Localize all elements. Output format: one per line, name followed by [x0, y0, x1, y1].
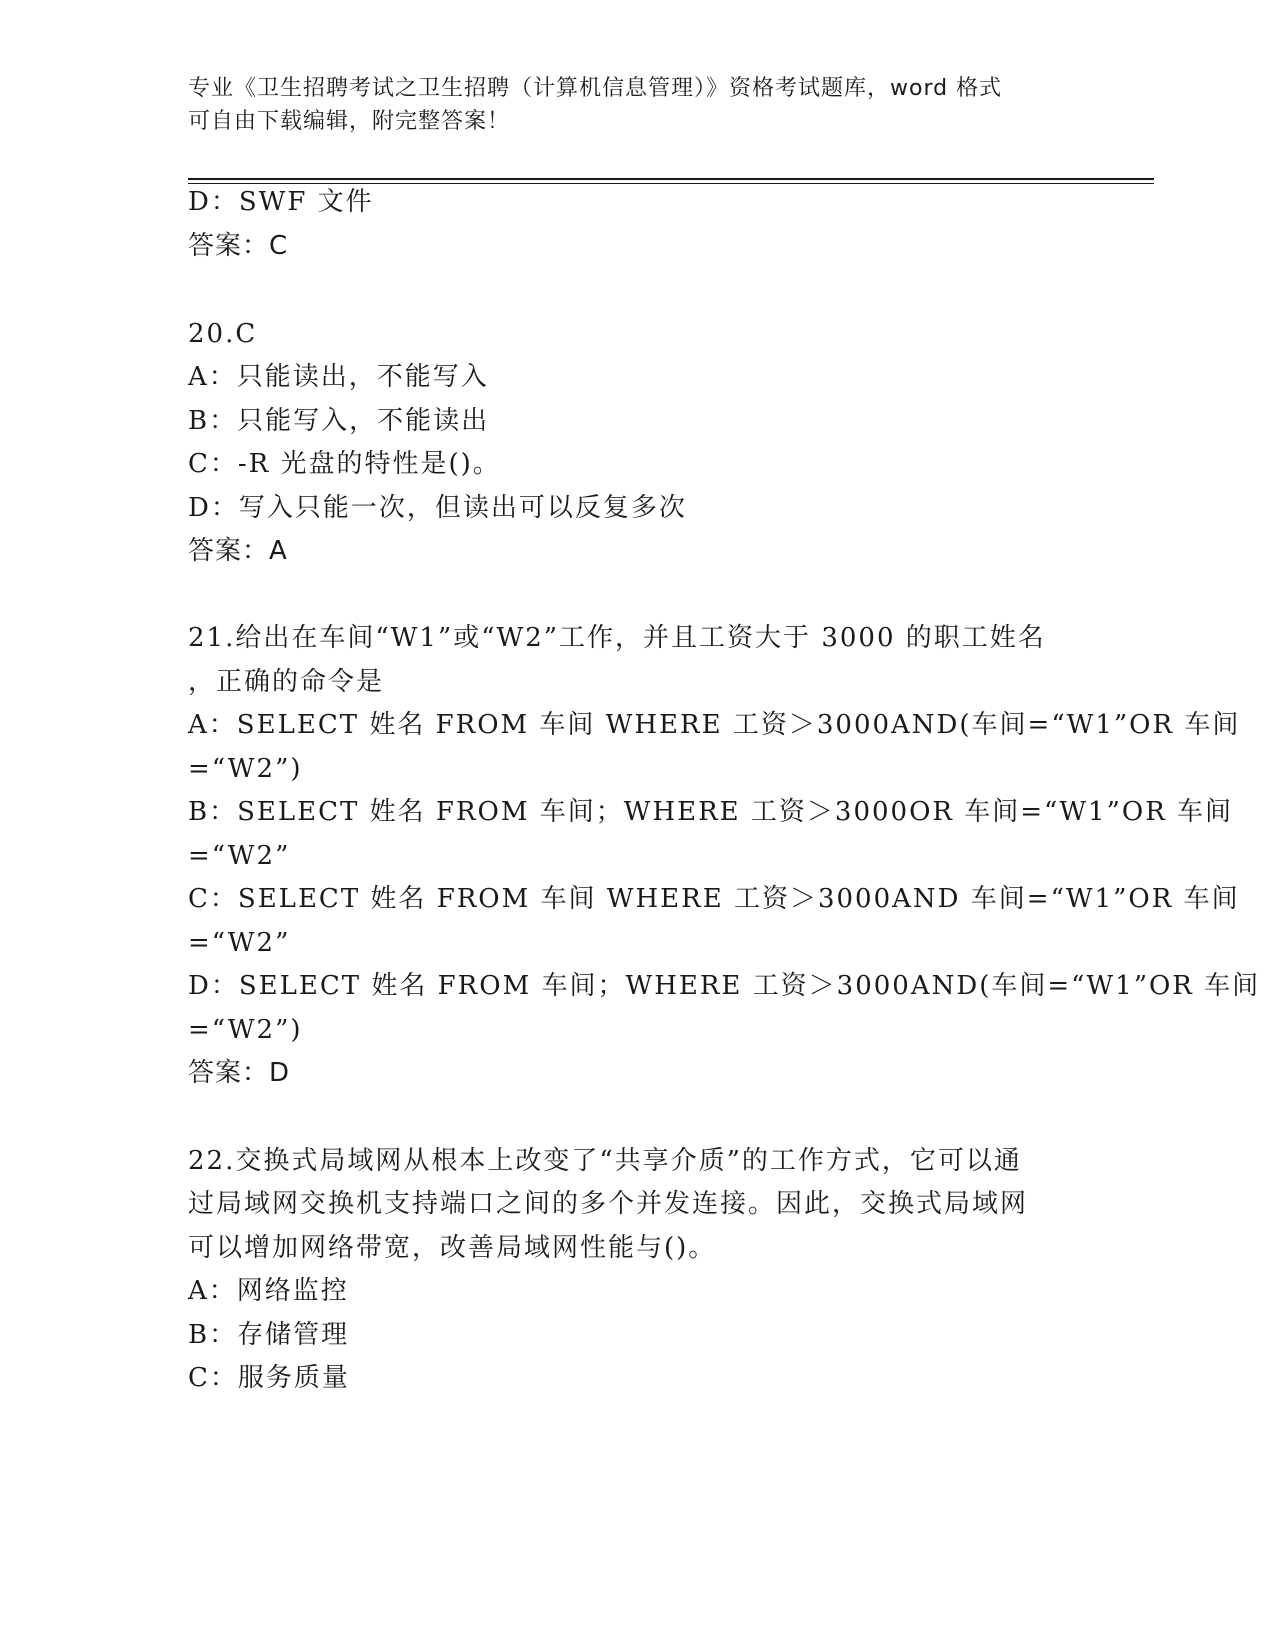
q22-title-line-3: 可以增加网络带宽，改善局域网性能与()。 — [188, 1233, 717, 1263]
q21-option-c-line-2: =“W2” — [188, 928, 291, 958]
q21-option-d-line-2: =“W2”) — [188, 1015, 303, 1045]
header-divider-thin — [188, 183, 1154, 184]
q20-option-a: A：只能读出，不能写入 — [188, 362, 489, 392]
q20-title: 20.C — [188, 319, 258, 349]
prev-option-d: D：SWF 文件 — [188, 187, 374, 217]
q20-answer: 答案：A — [188, 536, 288, 566]
q21-option-a-line-1: A：SELECT 姓名 FROM 车间 WHERE 工资＞3000AND(车间=“W1”OR 车间 — [188, 710, 1241, 740]
document-header — [188, 72, 1068, 138]
q21-option-b-line-1: B：SELECT 姓名 FROM 车间；WHERE 工资＞3000OR 车间=“W1”OR 车间 — [188, 797, 1234, 827]
q21-option-d-line-1: D：SELECT 姓名 FROM 车间；WHERE 工资＞3000AND(车间=“W1”OR 车间 — [188, 971, 1261, 1001]
q22-title-line-1: 22.交换式局域网从根本上改变了“共享介质”的工作方式，它可以通 — [188, 1146, 1022, 1176]
q22-option-a: A：网络监控 — [188, 1276, 349, 1306]
prev-answer: 答案：C — [188, 231, 289, 261]
q20-option-d: D：写入只能一次，但读出可以反复多次 — [188, 493, 687, 523]
q20-option-c: C：-R 光盘的特性是()。 — [188, 449, 501, 479]
header-line-2: 可自由下载编辑，附完整答案！ — [188, 109, 511, 134]
q22-option-c: C：服务质量 — [188, 1363, 350, 1393]
q20-option-b: B：只能写入，不能读出 — [188, 406, 490, 436]
q22-title-line-2: 过局域网交换机支持端口之间的多个并发连接。因此，交换式局域网 — [188, 1189, 1029, 1219]
q21-answer: 答案：D — [188, 1058, 291, 1088]
header-divider-thick — [188, 178, 1154, 180]
header-line-1: 专业《卫生招聘考试之卫生招聘（计算机信息管理）》资格考试题库，word 格式 — [188, 76, 1003, 101]
q21-option-a-line-2: =“W2”) — [188, 754, 303, 784]
q21-option-c-line-1: C：SELECT 姓名 FROM 车间 WHERE 工资＞3000AND 车间=“W1”OR 车间 — [188, 884, 1240, 914]
q21-option-b-line-2: =“W2” — [188, 841, 291, 871]
q21-title-line-1: 21.给出在车间“W1”或“W2”工作，并且工资大于 3000 的职工姓名 — [188, 623, 1046, 653]
q22-option-b: B：存储管理 — [188, 1320, 350, 1350]
q21-title-line-2: ，正确的命令是 — [188, 667, 385, 697]
